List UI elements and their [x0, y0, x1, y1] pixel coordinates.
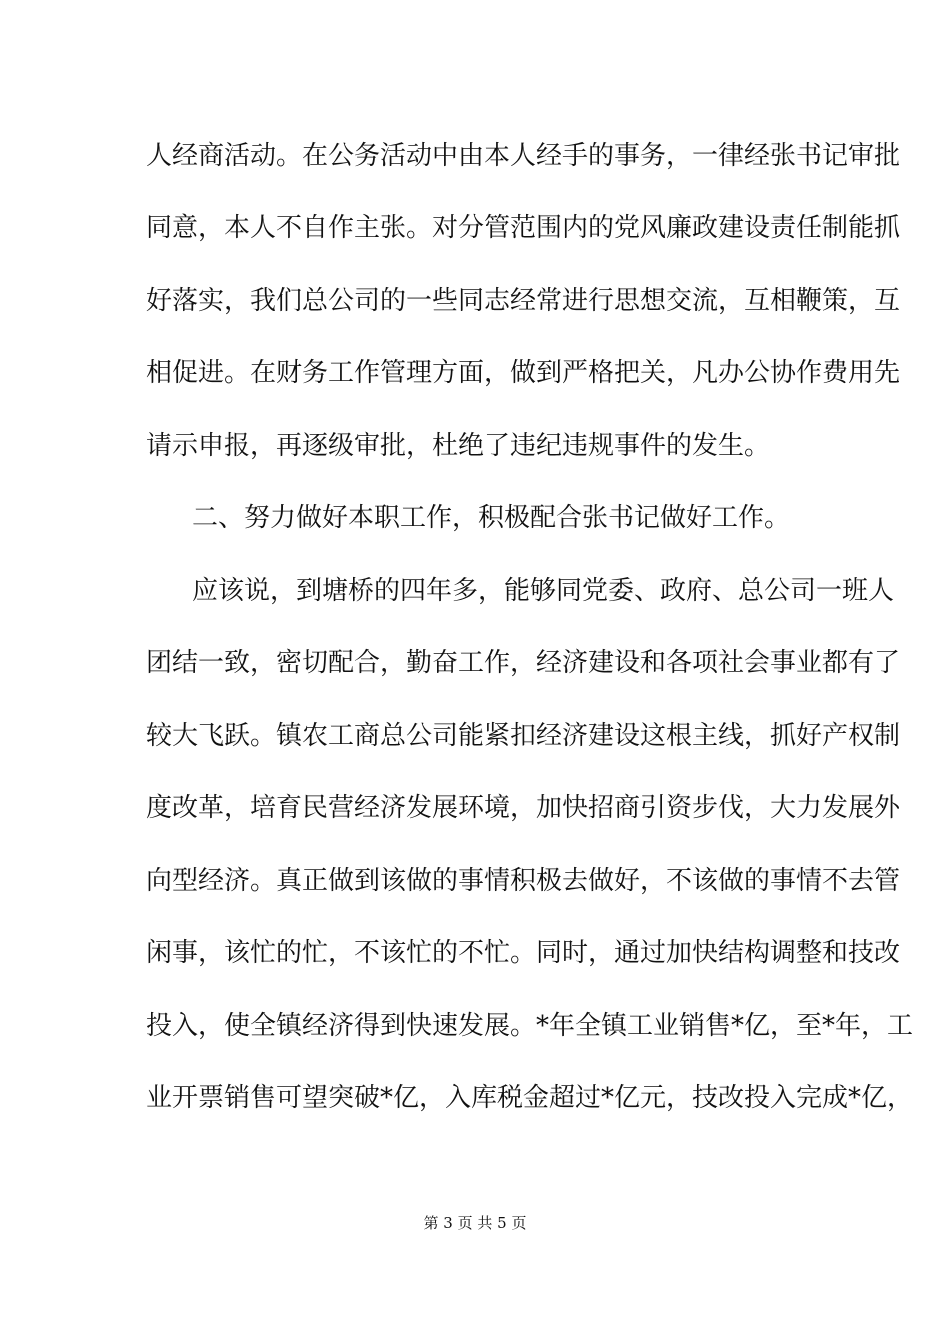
text-line-8: 团结一致，密切配合，勤奋工作，经济建设和各项社会事业都有了 — [146, 648, 901, 678]
text-line-12: 闲事，该忙的忙，不该忙的不忙。同时，通过加快结构调整和技改 — [146, 938, 901, 968]
text-line-3: 好落实，我们总公司的一些同志经常进行思想交流，互相鞭策，互 — [146, 286, 901, 316]
text-line-2: 同意，本人不自作主张。对分管范围内的党风廉政建设责任制能抓 — [146, 213, 901, 243]
text-line-4: 相促进。在财务工作管理方面，做到严格把关，凡办公协作费用先 — [146, 358, 901, 388]
text-line-7: 应该说，到塘桥的四年多，能够同党委、政府、总公司一班人 — [192, 576, 895, 606]
text-line-14: 业开票销售可望突破*亿，入库税金超过*亿元，技改投入完成*亿， — [146, 1083, 914, 1113]
text-line-1: 人经商活动。在公务活动中由本人经手的事务，一律经张书记审批 — [146, 141, 901, 171]
text-line-5: 请示申报，再逐级审批，杜绝了违纪违规事件的发生。 — [146, 431, 771, 461]
text-line-9: 较大飞跃。镇农工商总公司能紧扣经济建设这根主线，抓好产权制 — [146, 721, 901, 751]
section-heading: 二、努力做好本职工作，积极配合张书记做好工作。 — [192, 503, 791, 533]
text-line-10: 度改革，培育民营经济发展环境，加快招商引资步伐，大力发展外 — [146, 793, 901, 823]
text-line-11: 向型经济。真正做到该做的事情积极去做好，不该做的事情不去管 — [146, 866, 901, 896]
page-number-footer: 第 3 页 共 5 页 — [423, 1214, 527, 1232]
text-line-13: 投入，使全镇经济得到快速发展。*年全镇工业销售*亿，至*年，工 — [146, 1011, 914, 1041]
